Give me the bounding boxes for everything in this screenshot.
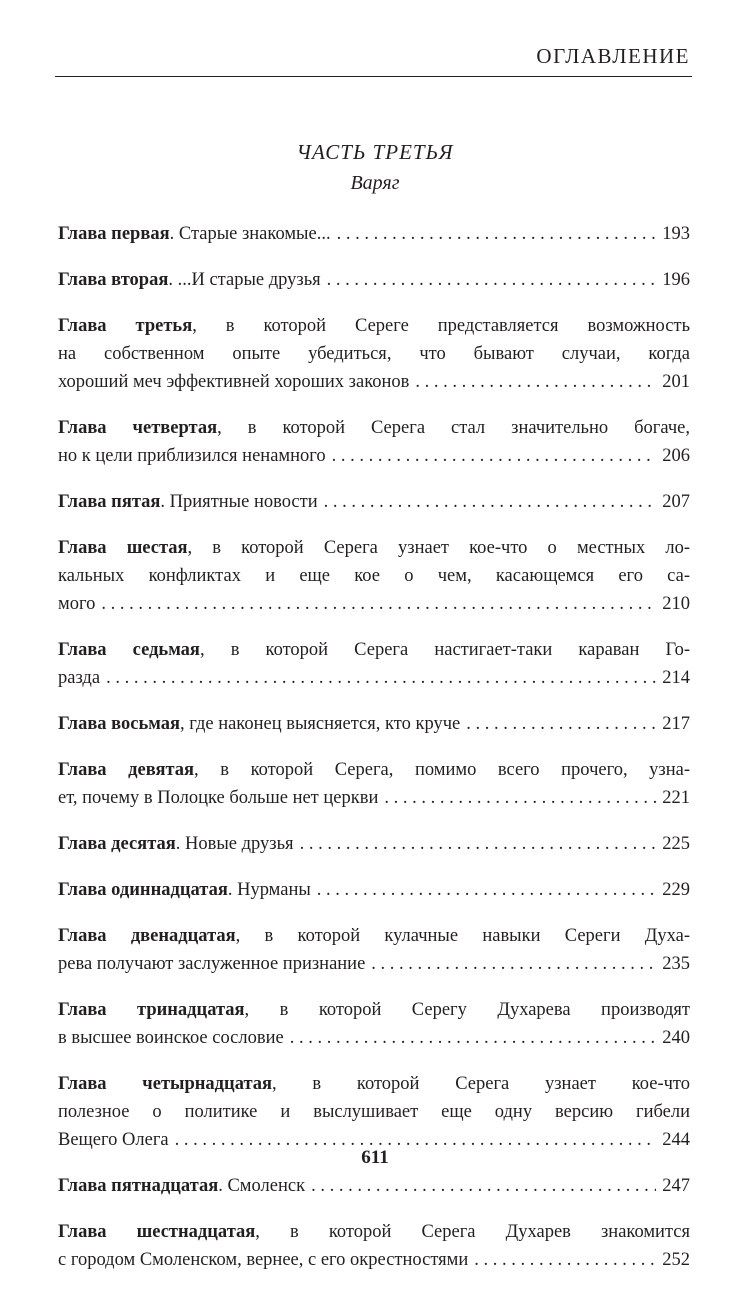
toc-entry[interactable]: [58, 1218, 690, 1274]
chapter-page-number: 207: [662, 492, 690, 512]
dot-leader: [466, 710, 656, 738]
dot-leader: [300, 830, 657, 858]
chapter-title-last-line: [58, 830, 690, 858]
chapter-title-last-line: [58, 590, 690, 618]
chapter-title-line: Глава третья, в которой Сереге представляется возможность: [58, 316, 690, 336]
chapter-page-number: 235: [662, 954, 690, 974]
dot-leader: [311, 1172, 656, 1200]
chapter-label: Глава шестнадцатая: [58, 1222, 256, 1242]
page-number: 611: [361, 1147, 389, 1168]
chapter-page-number: 247: [662, 1176, 690, 1196]
chapter-title-line: Глава шестая, в которой Серега узнает кое-что о местных ло-: [58, 538, 690, 558]
chapter-label: Глава седьмая: [58, 640, 200, 660]
toc-entry[interactable]: [58, 710, 690, 738]
chapter-title-text: рева получают заслуженное признание: [58, 954, 366, 974]
chapter-title-text: . ...И старые друзья: [168, 270, 321, 290]
part-title: ЧАСТЬ ТРЕТЬЯ: [296, 140, 454, 164]
chapter-title-text: . Смоленск: [218, 1176, 306, 1196]
chapter-page-number: 221: [662, 788, 690, 808]
chapter-page-number: 244: [662, 1130, 690, 1150]
chapter-title-last-line: [58, 876, 690, 904]
chapter-title-line: Глава тринадцатая, в которой Серегу Духарева производят: [58, 1000, 690, 1020]
chapter-title-text: , где наконец выясняется, кто круче: [180, 714, 461, 734]
chapter-title-text: . Приятные новости: [160, 492, 318, 512]
toc-entry[interactable]: [58, 756, 690, 812]
chapter-title-last-line: [58, 266, 690, 294]
chapter-label: Глава четырнадцатая: [58, 1074, 273, 1094]
chapter-title-text: мого: [58, 594, 96, 614]
chapter-label: Глава вторая: [58, 270, 169, 290]
running-head: ОГЛАВЛЕНИЕ: [536, 44, 690, 68]
chapter-title-last-line: [58, 1172, 690, 1200]
chapter-title-last-line: [58, 442, 690, 470]
toc-entry[interactable]: [58, 266, 690, 294]
dot-leader: [101, 590, 656, 618]
chapter-title-text: . Нурманы: [227, 880, 311, 900]
chapter-title-last-line: [58, 1024, 690, 1052]
toc-entry[interactable]: [58, 922, 690, 978]
chapter-page-number: 252: [662, 1250, 690, 1270]
chapter-title-line: Глава шестнадцатая, в которой Серега Духарев знакомится: [58, 1222, 690, 1242]
dot-leader: [106, 664, 656, 692]
toc-entry[interactable]: [58, 312, 690, 396]
chapter-title-text: . Старые знакомые...: [169, 224, 331, 244]
chapter-label: Глава тринадцатая: [58, 1000, 245, 1020]
chapter-title-text: но к цели приблизился ненамного: [58, 446, 326, 466]
chapter-title-last-line: [58, 368, 690, 396]
chapter-title-line: Глава четвертая, в которой Серега стал значительно богаче,: [58, 418, 690, 438]
chapter-page-number: 193: [662, 224, 690, 244]
chapter-label: Глава десятая: [58, 834, 176, 854]
part-subtitle: Варяг: [350, 172, 400, 194]
chapter-page-number: 229: [662, 880, 690, 900]
chapter-label: Глава одиннадцатая: [58, 880, 228, 900]
toc-entry[interactable]: [58, 876, 690, 904]
chapter-title-last-line: [58, 1246, 690, 1274]
chapter-page-number: 217: [662, 714, 690, 734]
chapter-title-line: Глава четырнадцатая, в которой Серега узнает кое-что: [58, 1074, 690, 1094]
toc-entry[interactable]: [58, 996, 690, 1052]
chapter-label: Глава восьмая: [58, 714, 181, 734]
chapter-title-text: Вещего Олега: [58, 1130, 169, 1150]
chapter-title-line: Глава двенадцатая, в которой кулачные навыки Сереги Духа-: [58, 926, 690, 946]
dot-leader: [317, 876, 656, 904]
chapter-label: Глава первая: [58, 224, 170, 244]
chapter-title-line: полезное о политике и выслушивает еще одну версию гибели: [58, 1102, 690, 1122]
chapter-title-line: Глава девятая, в которой Серега, помимо всего прочего, узна-: [58, 760, 690, 780]
dot-leader: [371, 950, 656, 978]
chapter-page-number: 225: [662, 834, 690, 854]
dot-leader: [324, 488, 657, 516]
toc-entry[interactable]: [58, 1070, 690, 1154]
dot-leader: [474, 1246, 656, 1274]
chapter-title-last-line: [58, 710, 690, 738]
dot-leader: [290, 1024, 657, 1052]
chapter-page-number: 196: [662, 270, 690, 290]
dot-leader: [337, 220, 657, 248]
chapter-page-number: 240: [662, 1028, 690, 1048]
chapter-label: Глава четвертая: [58, 418, 218, 438]
dot-leader: [384, 784, 656, 812]
chapter-page-number: 201: [662, 372, 690, 392]
chapter-label: Глава девятая: [58, 760, 195, 780]
toc-entry[interactable]: [58, 220, 690, 248]
chapter-title-line: кальных конфликтах и еще кое о чем, касающемся его са-: [58, 566, 690, 586]
toc-entry[interactable]: [58, 1172, 690, 1200]
chapter-title-last-line: [58, 784, 690, 812]
chapter-page-number: 206: [662, 446, 690, 466]
chapter-title-last-line: [58, 950, 690, 978]
chapter-title-text: разда: [58, 668, 101, 688]
chapter-page-number: 214: [662, 668, 690, 688]
chapter-label: Глава шестая: [58, 538, 188, 558]
table-of-contents: [58, 220, 690, 1292]
header-rule: [55, 76, 692, 77]
chapter-label: Глава пятнадцатая: [58, 1176, 219, 1196]
chapter-title-line: Глава седьмая, в которой Серега настигает-таки караван Го-: [58, 640, 690, 660]
chapter-page-number: 210: [662, 594, 690, 614]
chapter-label: Глава пятая: [58, 492, 161, 512]
dot-leader: [332, 442, 657, 470]
toc-entry[interactable]: [58, 414, 690, 470]
chapter-title-text: . Новые друзья: [175, 834, 294, 854]
toc-entry[interactable]: [58, 534, 690, 618]
chapter-label: Глава третья: [58, 316, 193, 336]
chapter-title-last-line: [58, 220, 690, 248]
chapter-title-text: хороший меч эффективней хороших законов: [58, 372, 410, 392]
chapter-title-text: в высшее воинское сословие: [58, 1028, 284, 1048]
dot-leader: [327, 266, 657, 294]
dot-leader: [415, 368, 656, 396]
chapter-title-last-line: [58, 488, 690, 516]
chapter-title-last-line: [58, 664, 690, 692]
toc-entry[interactable]: [58, 830, 690, 858]
chapter-label: Глава двенадцатая: [58, 926, 236, 946]
chapter-title-text: с городом Смоленском, вернее, с его окрестностями: [58, 1250, 469, 1270]
chapter-title-text: ет, почему в Полоцке больше нет церкви: [58, 788, 379, 808]
chapter-title-line: на собственном опыте убедиться, что бывают случаи, когда: [58, 344, 690, 364]
toc-entry[interactable]: [58, 636, 690, 692]
toc-entry[interactable]: [58, 488, 690, 516]
